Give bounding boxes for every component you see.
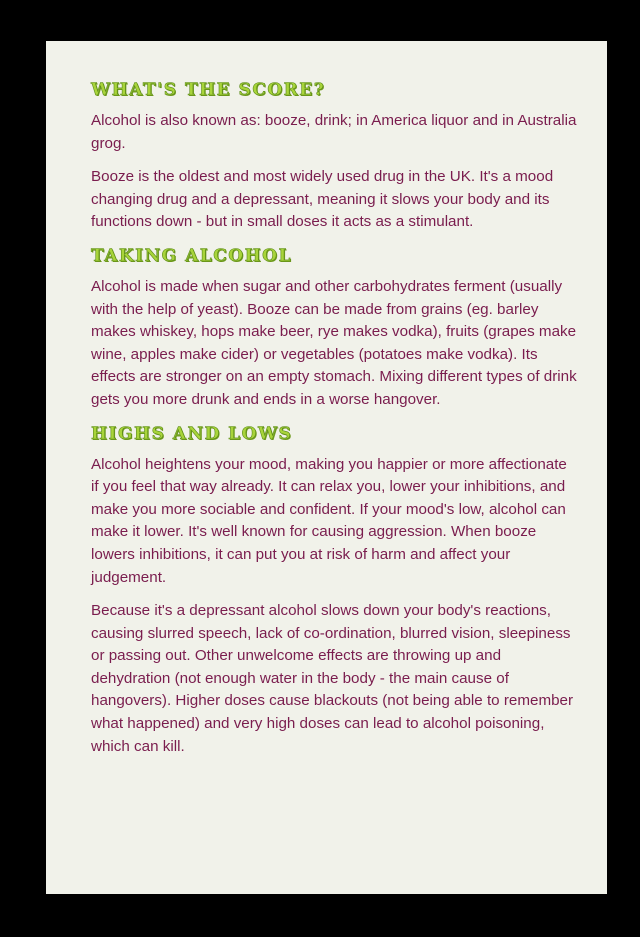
- paragraph: Alcohol is also known as: booze, drink; in America liquor and in Australia grog.: [91, 112, 577, 152]
- section-heading: HIGHS AND LOWS: [91, 423, 293, 444]
- section-whats-the-score: [91, 79, 577, 234]
- paragraph: Because it's a depressant alcohol slows down your body's reactions, causing slurred speech, lack of co-ordination, blurred vision, sleepiness or passing out. Other unwelcome effects are throwing up and dehydration (not enough water in the body - the main cause of hangovers). Higher doses cause blackouts (not being able to remember what happened) and very high doses can lead to alcohol poisoning, which can kill.: [91, 602, 574, 755]
- section-heading: TAKING ALCOHOL: [91, 245, 292, 266]
- paragraph: Booze is the oldest and most widely used drug in the UK. It's a mood changing drug and a depressant, meaning it slows your body and its functions down - but in small doses it acts as a stimulant.: [91, 168, 554, 231]
- leaflet-page: [46, 41, 607, 894]
- paragraph: Alcohol is made when sugar and other carbohydrates ferment (usually with the help of yeast). Booze can be made from grains (eg. barley makes whiskey, hops make beer, rye makes vodka), fruits (grapes make wine, apples make cider) or vegetables (potatoes make vodka). Its effects are stronger on an empty stomach. Mixing different types of drink gets you more drunk and ends in a worse hangover.: [91, 277, 577, 408]
- section-heading: WHAT'S THE SCORE?: [91, 80, 326, 100]
- section-highs-and-lows: [91, 423, 577, 759]
- paragraph: Alcohol heightens your mood, making you happier or more affectionate if you feel that way already. It can relax you, lower your inhibitions, and make you more sociable and confident. If your mood's low, alcohol can make it lower. It's well known for causing aggression. When booze lowers inhibitions, it can put you at risk of harm and affect your judgement.: [91, 455, 567, 586]
- section-taking-alcohol: [91, 245, 577, 412]
